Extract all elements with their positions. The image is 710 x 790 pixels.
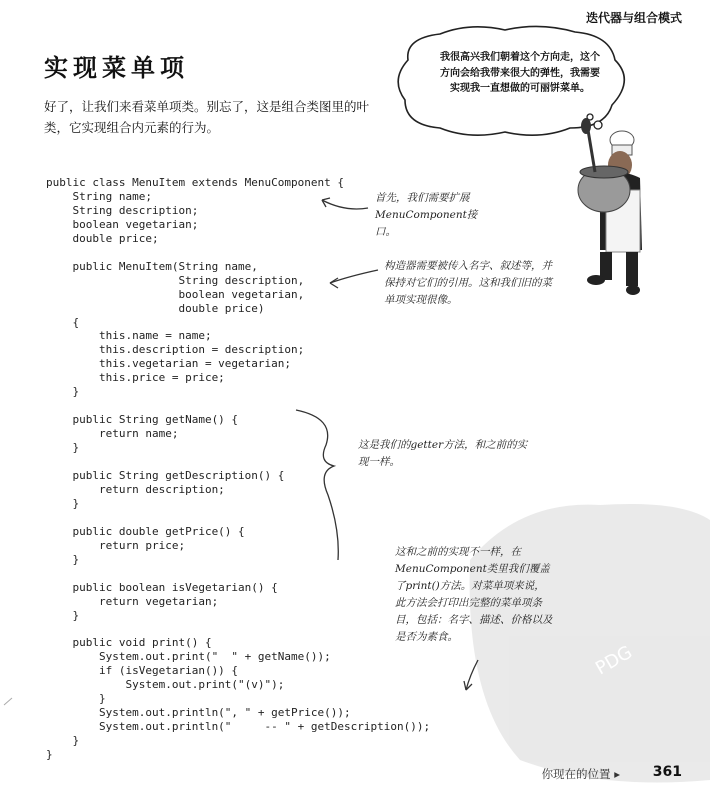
watermark-text: PDG bbox=[592, 641, 636, 680]
chapter-header: 迭代器与组合模式 bbox=[585, 11, 682, 25]
menuitem-code-listing: public class MenuItem extends MenuComponent { String name; String description; boolean vegetarian; double price; public MenuItem(String name, String description, boolean vegetarian, double price) { this.name = name; this.description = description; this.vegetarian = vegetarian; this.price = price; } public String getName() { return name; } public String getDescription() { return description; } public double getPrice() { return price; } public boolean isVegetarian() { return vegetarian; } public void print() { System.out.print(" " + getName()); if (isVegetarian()) { System.out.print("(v)"); } System.out.println(", " + getPrice()); System.out.println(" -- " + getDescription()); } } bbox=[46, 176, 431, 762]
chef-illustration bbox=[578, 118, 642, 295]
note-extends: 首先，我们需要扩展MenuComponent接口。 bbox=[375, 192, 478, 238]
note-getters: 这是我们的getter方法，和之前的实现一样。 bbox=[358, 439, 528, 468]
note-constructor: 构造器需要被传入名字、叙述等，并保持对它们的引用。这和我们旧的菜单项实现很像。 bbox=[384, 260, 552, 306]
note-print: 这和之前的实现不一样，在MenuComponent类里我们覆盖了print()方法。对菜单项来说，此方法会打印出完整的菜单项条目，包括：名字、描述、价格以及是否为素食。 bbox=[395, 546, 553, 643]
page-number: 361 bbox=[652, 764, 682, 780]
page-title: 实现菜单项 bbox=[44, 53, 189, 82]
chef-thought-text: 我很高兴我们朝着这个方向走，这个方向会给我带来很大的弹性，我需要实现我一直想做的可丽饼菜单。 bbox=[440, 52, 600, 94]
you-are-here-link[interactable]: 你现在的位置 ▸ bbox=[541, 767, 620, 781]
intro-paragraph: 好了，让我们来看菜单项类。别忘了，这是组合类图里的叶类，它实现组合内元素的行为。 bbox=[44, 99, 370, 135]
